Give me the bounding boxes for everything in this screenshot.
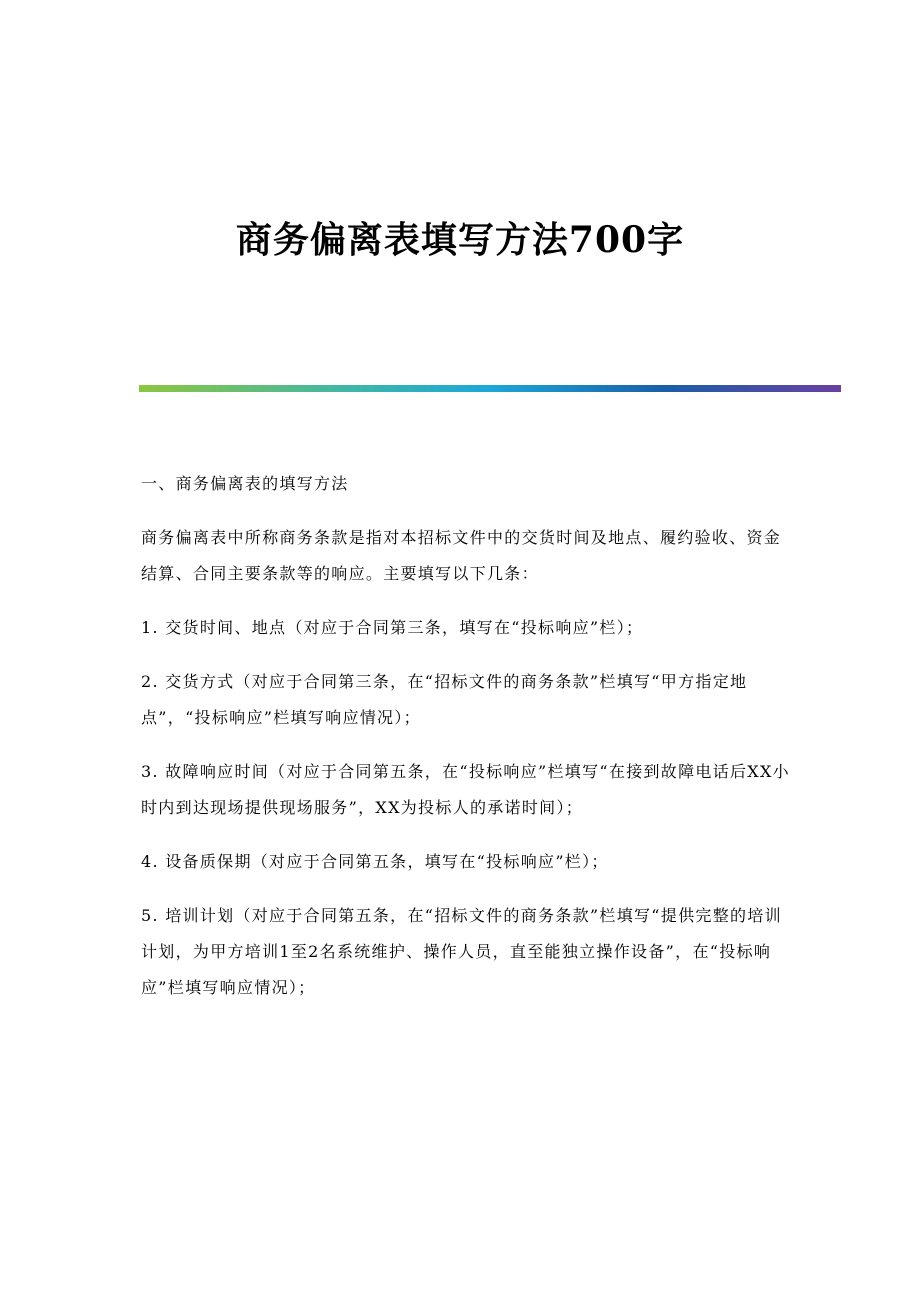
document-body xyxy=(141,466,791,1024)
document-title: 商务偏离表填写方法700字 xyxy=(235,219,685,261)
section-heading: 一、商务偏离表的填写方法 xyxy=(141,474,349,493)
list-item: 5. 培训计划（对应于合同第五条，在“招标文件的商务条款”栏填写“提供完整的培训计划，为甲方培训1至2名系统维护、操作人员，直至能独立操作设备”，在“投标响应”栏填写响应情况）； xyxy=(141,906,782,997)
list-item: 1. 交货时间、地点（对应于合同第三条，填写在“投标响应”栏）； xyxy=(141,618,644,637)
list-item: 3. 故障响应时间（对应于合同第五条，在“投标响应”栏填写“在接到故障电话后XX小时内到达现场提供现场服务”，XX为投标人的承诺时间）； xyxy=(141,762,790,817)
body-paragraph: 商务偏离表中所称商务条款是指对本招标文件中的交货时间及地点、履约验收、资金结算、合同主要条款等的响应。主要填写以下几条： xyxy=(141,528,782,583)
list-item: 2. 交货方式（对应于合同第三条，在“招标文件的商务条款”栏填写“甲方指定地点”，“投标响应”栏填写响应情况）； xyxy=(141,672,748,727)
title-divider xyxy=(139,385,841,392)
list-item: 4. 设备质保期（对应于合同第五条，填写在“投标响应”栏）； xyxy=(141,852,609,871)
